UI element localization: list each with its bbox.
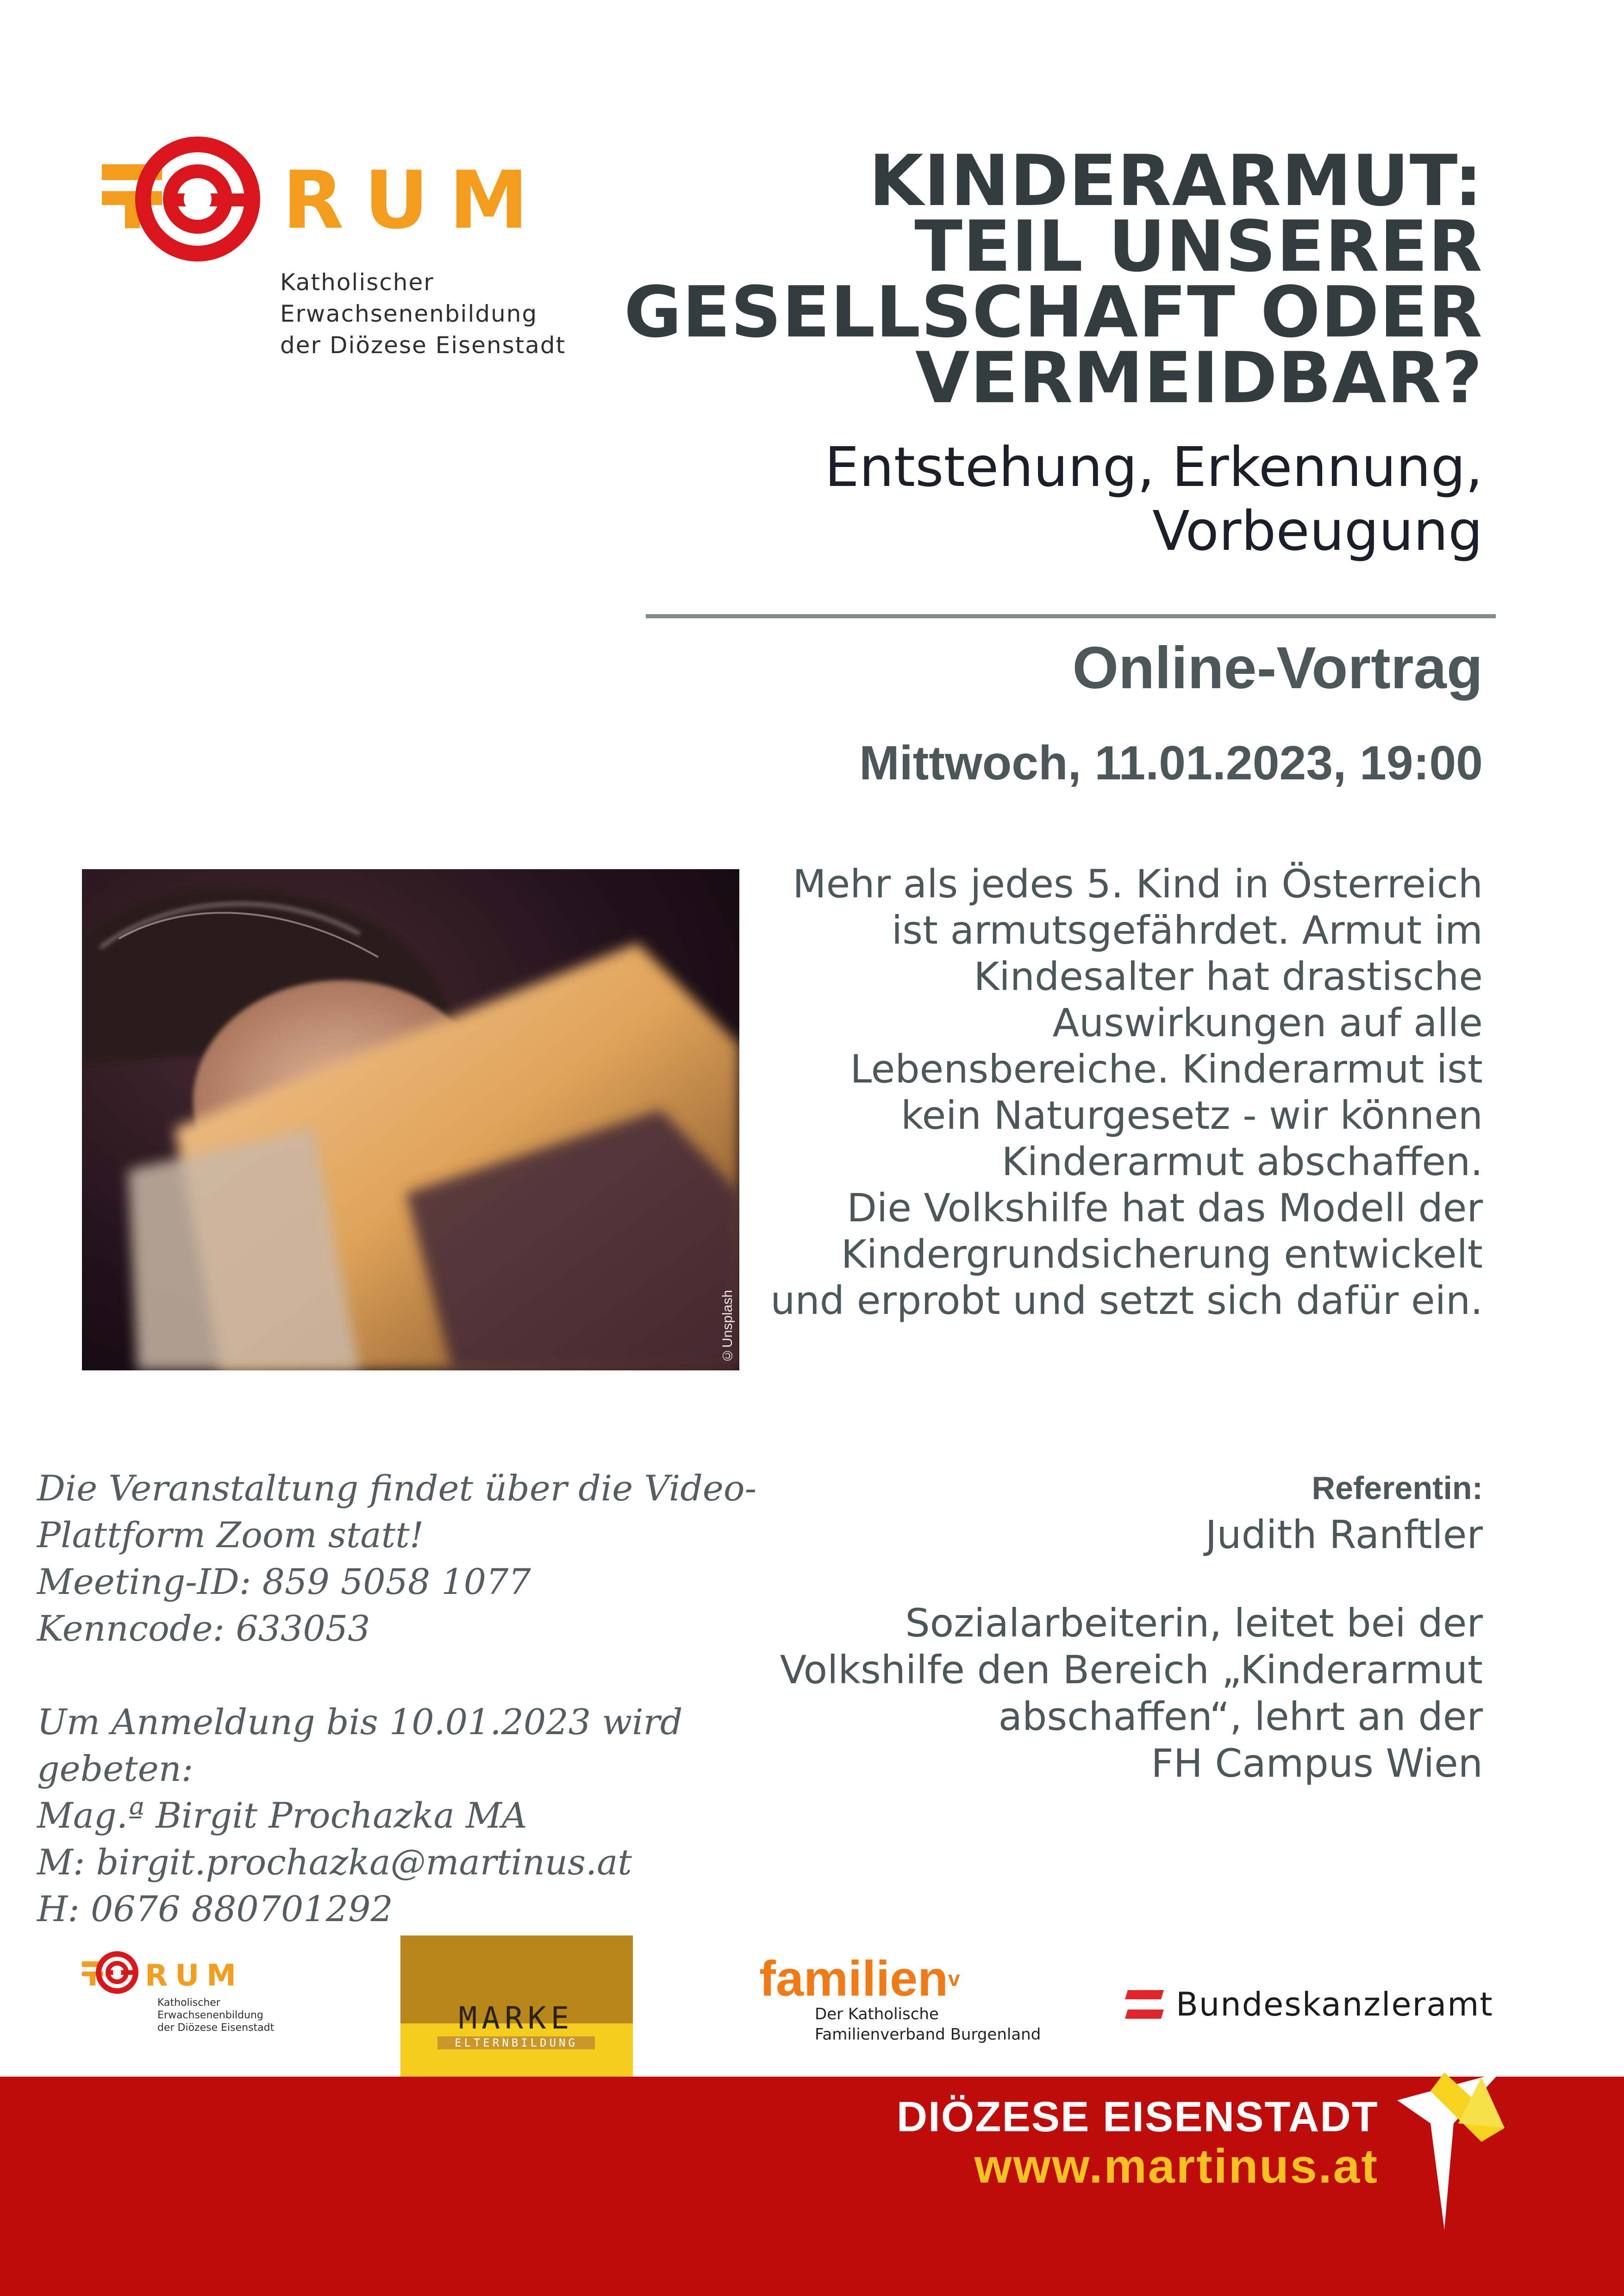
forum-small-line: der Diözese Eisenstadt bbox=[157, 2022, 275, 2034]
bka-name: Bundeskanzleramt bbox=[1176, 1985, 1493, 2023]
svg-text:RUM: RUM bbox=[282, 154, 549, 247]
forum-subtitle-line: Katholischer bbox=[280, 269, 434, 296]
speaker-bio-line: FH Campus Wien bbox=[1151, 1741, 1483, 1786]
forum-small-line: Erwachsenenbildung bbox=[157, 2010, 263, 2021]
zoom-info-line: Plattform Zoom statt! bbox=[37, 1514, 424, 1556]
familien-word bbox=[759, 1950, 1074, 2006]
divider bbox=[646, 614, 1496, 618]
event-info bbox=[37, 1465, 768, 1932]
zoom-info-line: Die Veranstaltung findet über die Video- bbox=[37, 1468, 757, 1509]
speaker-label: Referentin: bbox=[1312, 1470, 1483, 1506]
event-type: Online-Vortrag bbox=[1072, 635, 1483, 701]
description-line: Kindergrundsicherung entwickelt bbox=[841, 1232, 1483, 1277]
photo-illustration bbox=[82, 869, 739, 1370]
forum-logo bbox=[100, 125, 618, 361]
page-title bbox=[603, 140, 1483, 419]
description-line: ist armutsgefährdet. Armut im bbox=[891, 908, 1483, 953]
speaker-bio-line: abschaffen“, lehrt an der bbox=[998, 1694, 1483, 1739]
passcode: Kenncode: 633053 bbox=[37, 1608, 370, 1649]
description-line: Mehr als jedes 5. Kind in Österreich bbox=[793, 861, 1483, 907]
familien-mark-icon: v bbox=[948, 1966, 960, 1991]
registration-line: Um Anmeldung bis 10.01.2023 wird gebeten: bbox=[37, 1701, 683, 1789]
cross-logo-icon bbox=[1389, 2072, 1518, 2230]
marke-word: MARKE bbox=[458, 2000, 574, 2036]
description-line: kein Naturgesetz - wir können bbox=[900, 1093, 1483, 1138]
page-subtitle: Entstehung, Erkennung, Vorbeugung bbox=[824, 435, 1483, 563]
footer-website[interactable]: www.martinus.at bbox=[974, 2140, 1379, 2193]
spacer bbox=[37, 1652, 768, 1699]
photo-credit: ©Unsplash bbox=[720, 1289, 735, 1363]
familien-line: Familienverband Burgenland bbox=[815, 2025, 1041, 2044]
partner-logo-familien bbox=[759, 1950, 1074, 2045]
forum-subtitle-line: Erwachsenenbildung bbox=[280, 300, 538, 327]
familien-line: Der Katholische bbox=[815, 2005, 939, 2023]
familien-word-text: familien bbox=[759, 1950, 949, 2006]
description-line: und erprobt und setzt sich dafür ein. bbox=[770, 1278, 1483, 1323]
event-date: Mittwoch, 11.01.2023, 19:00 bbox=[859, 736, 1483, 790]
footer-diocese: DIÖZESE EISENSTADT bbox=[896, 2093, 1379, 2140]
speaker-bio-line: Volkshilfe den Bereich „Kinderarmut bbox=[780, 1647, 1483, 1692]
description-line: Kinderarmut abschaffen. bbox=[1001, 1139, 1483, 1184]
speaker-bio-line: Sozialarbeiterin, leitet bei der bbox=[905, 1600, 1483, 1646]
footer-bar bbox=[0, 2077, 1624, 2296]
forum-logo-subtitle bbox=[280, 267, 618, 361]
partner-logo-forum bbox=[81, 1948, 336, 2034]
partner-logo-bka bbox=[1125, 1985, 1505, 2023]
child-reading-photo bbox=[82, 869, 739, 1370]
forum-logo-graphic bbox=[100, 125, 618, 273]
familien-subtitle bbox=[815, 2004, 1074, 2045]
title-line: KINDERARMUT: bbox=[868, 140, 1483, 222]
description-line: Die Volkshilfe hat das Modell der bbox=[847, 1185, 1483, 1231]
svg-text:RUM: RUM bbox=[145, 1959, 244, 1993]
title-line: TEIL UNSERER bbox=[914, 205, 1483, 287]
speaker-block bbox=[696, 1465, 1483, 1787]
austrian-flag-icon bbox=[1125, 1990, 1164, 2019]
title-line: VERMEIDBAR? bbox=[915, 337, 1483, 419]
description-line: Auswirkungen auf alle bbox=[1052, 1000, 1483, 1045]
forum-small-line: Katholischer bbox=[157, 1997, 220, 2009]
contact-phone: H: 0676 880701292 bbox=[37, 1888, 393, 1929]
spacer bbox=[696, 1558, 1483, 1600]
partner-logo-marke bbox=[400, 1935, 633, 2078]
forum-subtitle-line: der Diözese Eisenstadt bbox=[280, 332, 566, 359]
forum-small-subtitle bbox=[157, 1997, 336, 2034]
marke-sub: ELTERNBILDUNG bbox=[437, 2036, 595, 2049]
contact-email[interactable]: M: birgit.prochazka@martinus.at bbox=[37, 1842, 632, 1883]
meeting-id: Meeting-ID: 859 5058 1077 bbox=[37, 1561, 531, 1602]
description-line: Lebensbereiche. Kinderarmut ist bbox=[850, 1046, 1483, 1092]
forum-small-graphic bbox=[81, 1948, 275, 1995]
event-description bbox=[696, 861, 1483, 1324]
speaker-name: Judith Ranftler bbox=[1205, 1512, 1483, 1557]
title-line: GESELLSCHAFT ODER bbox=[624, 271, 1483, 353]
description-line: Kindesalter hat drastische bbox=[974, 954, 1483, 999]
contact-name: Mag.ª Birgit Prochazka MA bbox=[37, 1795, 527, 1836]
